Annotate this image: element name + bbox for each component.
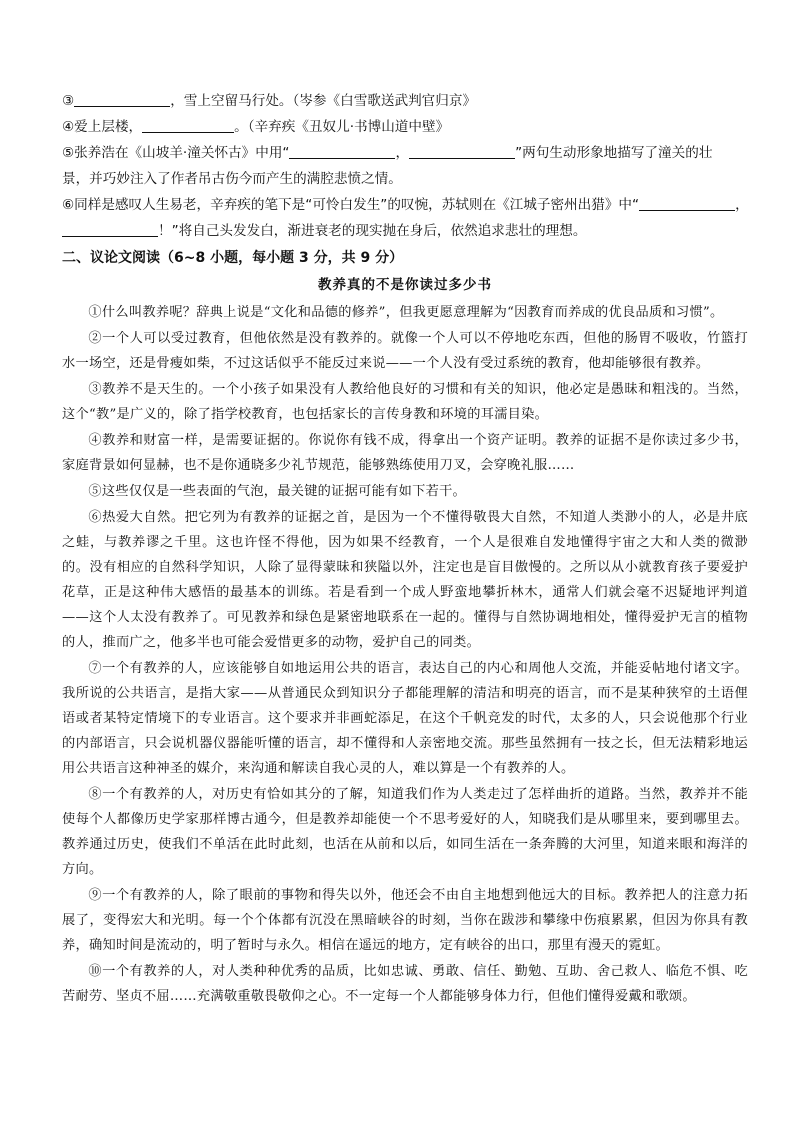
- fill-item-6-line2: [62, 218, 748, 244]
- item-text: ⑥同样是感叹人生易老，辛弃疾的笔下是“可怜白发生”的叹惋，苏轼则在《江城子密州出猎》中“: [62, 197, 640, 213]
- item-text: ，: [395, 145, 410, 161]
- answer-blank[interactable]: [62, 221, 158, 237]
- article-paragraph: ⑦一个有教养的人，应该能够自如地运用公共的语言，表达自己的内心和周他人交流，并能妥帖地付诸文字。我所说的公共语言，是指大家——从普通民众到知识分子都能理解的清洁和明亮的语言，而不是某种狭窄的土语俚语或者某特定情境下的专业语言。这个要求并非画蛇添足，在这个千帆竞发的时代，太多的人，只会说他那个行业的内部语言，只会说机器仪器能听懂的语言，却不懂得和人亲密地交流。那些虽然拥有一技之长，但无法精彩地运用公共语言这种神圣的媒介，来沟通和解读自我心灵的人，难以算是一个有教养的人。: [62, 661, 748, 776]
- fill-item-4: [62, 114, 748, 140]
- item-text: ⑤张养浩在《山坡羊·潼关怀古》中用“: [62, 145, 290, 161]
- article-title: 教养真的不是你读过多少书: [318, 277, 492, 293]
- item-text: ”两句生动形象地描写了潼关的壮: [515, 145, 713, 161]
- article-paragraph: ⑥热爱大自然。把它列为有教养的证据之首，是因为一个不懂得敬畏大自然，不知道人类渺小的人，必是井底之蛙，与教养谬之千里。这也许怪不得他，因为如果不经教育，一个人是很难自发地懂得宇宙之大和人类的微渺的。没有相应的自然科学知识，人除了显得蒙昧和狭隘以外，注定也是盲目傲慢的。之所以从小就教育孩子要爱护花草，正是这种伟大感悟的最基本的训练。若是看到一个成人野蛮地攀折林木，通常人们就会毫不迟疑地评判道——这个人太没有教养了。可见教养和绿色是紧密地联系在一起的。懂得与自然协调地相处，懂得爱护无言的植物的人，推而广之，他多半也可能会爱惜更多的动物，爱护自己的同类。: [62, 510, 748, 650]
- fill-item-5: [62, 140, 748, 166]
- fill-item-5-line2: 景，并巧妙注入了作者吊古伤今而产生的满腔悲愤之情。: [62, 171, 402, 187]
- answer-blank[interactable]: [289, 143, 395, 159]
- article-paragraph: ①什么叫教养呢？辞典上说是“文化和品德的修养”，但我更愿意理解为“因教育而养成的优良品质和习惯”。: [88, 305, 724, 320]
- article-paragraph: ④教养和财富一样，是需要证据的。你说你有钱不成，得拿出一个资产证明。教养的证据不是你读过多少书，家庭背景如何显赫，也不是你通晓多少礼节规范，能够熟练使用刀叉，会穿晚礼服……: [62, 433, 748, 473]
- item-text: ，: [735, 197, 749, 213]
- article-paragraph: ③教养不是天生的。一个小孩子如果没有人教给他良好的习惯和有关的知识，他必定是愚昧和粗浅的。当然，这个“教”是广义的，除了指学校教育，也包括家长的言传身教和环境的耳濡目染。: [62, 382, 748, 422]
- answer-blank[interactable]: [142, 117, 234, 133]
- item-text: ④爱上层楼，: [62, 119, 143, 135]
- answer-blank[interactable]: [409, 143, 515, 159]
- article-paragraph: ⑧一个有教养的人，对历史有恰如其分的了解，知道我们作为人类走过了怎样曲折的道路。当然，教养并不能使每个人都像历史学家那样博古通今，但是教养却能使一个不思考爱好的人，知晓我们是从哪里来，要到哪里去。教养通过历史，使我们不单活在此时此刻，也活在从前和以后，如同生活在一条奔腾的大河里，知道来眼和海洋的方向。: [62, 787, 748, 877]
- fill-item-3: [62, 88, 748, 114]
- item-text: 。（辛弃疾《丑奴儿·书博山道中壁》: [234, 119, 450, 135]
- section-heading: 二、议论文阅读（6~8 小题，每小题 3 分，共 9 分）: [62, 250, 404, 266]
- item-number: ③: [62, 93, 75, 109]
- answer-blank[interactable]: [74, 91, 170, 107]
- item-text: ，雪上空留马行处。（岑参《白雪歌送武判官归京》: [170, 93, 477, 109]
- article-paragraph: ②一个人可以受过教育，但他依然是没有教养的。就像一个人可以不停地吃东西，但他的肠胃不吸收，竹篮打水一场空，还是骨瘦如柴，不过这话似乎不能反过来说——一个人没有受过系统的教育，他却能够很有教养。: [62, 331, 748, 371]
- item-text: ！”将自己头发发白，渐进衰老的现实抛在身后，依然追求悲壮的理想。: [158, 223, 587, 239]
- article-paragraph: ⑨一个有教养的人，除了眼前的事物和得失以外，他还会不由自主地想到他远大的目标。教养把人的注意力拓展了，变得宏大和光明。每一个个体都有沉没在黑暗峡谷的时刻，当你在跋涉和攀缘中伤痕累累，但因为你具有教养，确知时间是流动的，明了暂时与永久。相信在遥远的地方，定有峡谷的出口，那里有漫天的霓虹。: [62, 888, 748, 953]
- article-paragraph: ⑩一个有教养的人，对人类种种优秀的品质，比如忠诚、勇敢、信任、勤勉、互助、舍己救人、临危不惧、吃苦耐劳、坚贞不屈……充满敬重敬畏敬仰之心。不一定每一个人都能够身体力行，但他们懂得爱戴和歌颂。: [62, 964, 748, 1004]
- article-paragraph: ⑤这些仅仅是一些表面的气泡，最关键的证据可能有如下若干。: [88, 484, 467, 499]
- fill-item-6: [62, 192, 748, 218]
- answer-blank[interactable]: [639, 195, 735, 211]
